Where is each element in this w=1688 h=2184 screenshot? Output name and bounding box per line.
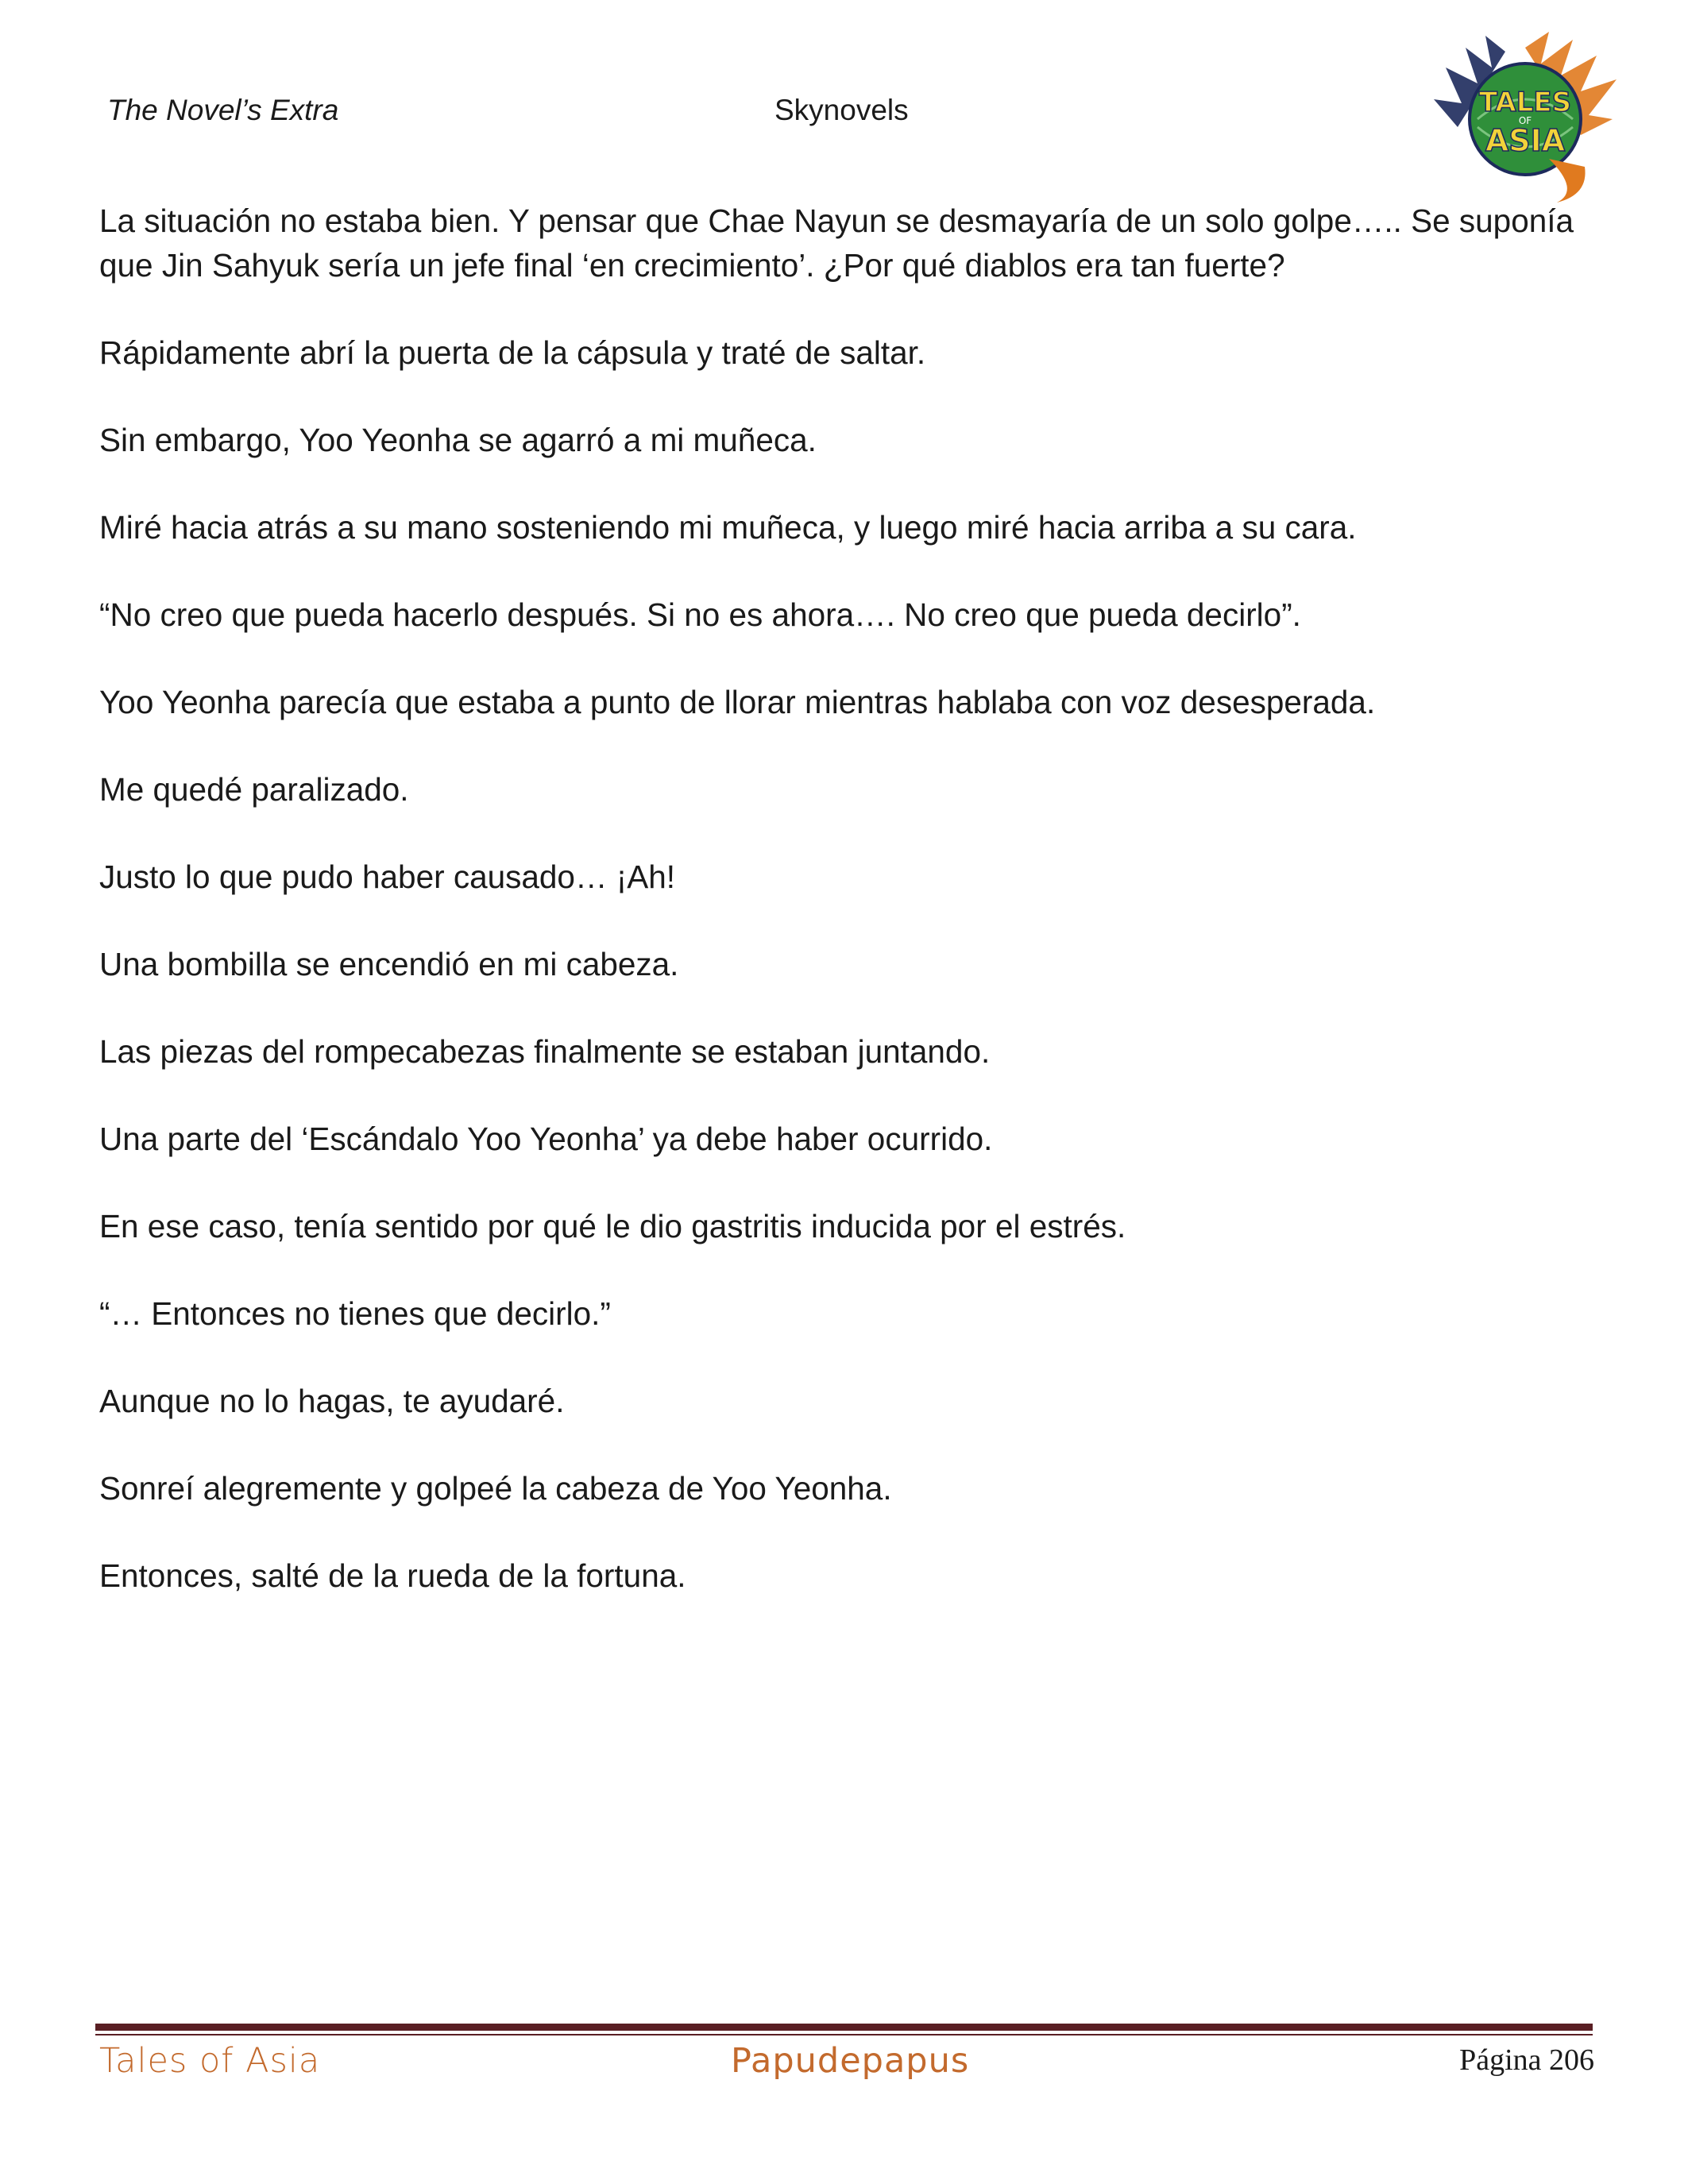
logo-text-small: OF (1518, 115, 1532, 126)
tales-of-asia-logo (1430, 32, 1620, 206)
footer-translator: Papudepapus (731, 2041, 970, 2081)
paragraph: Las piezas del rompecabezas finalmente se estaban juntando. (99, 1033, 991, 1070)
paragraph: Una bombilla se encendió en mi cabeza. (99, 946, 679, 982)
page-number: Página 206 (1459, 2043, 1594, 2077)
footer-publisher: Tales of Asia (99, 2041, 321, 2081)
site-name: Skynovels (774, 94, 909, 126)
paragraph: En ese caso, tenía sentido por qué le dio gastritis inducida por el estrés. (99, 1208, 1126, 1244)
paragraph: Justo lo que pudo haber causado… ¡Ah! (99, 859, 675, 895)
paragraph: “… Entonces no tienes que decirlo.” (99, 1295, 611, 1332)
paragraph: “No creo que pueda hacerlo después. Si no es ahora…. No creo que pueda decirlo”. (99, 596, 1301, 633)
footer-divider-thin (95, 2034, 1593, 2035)
chapter-body (99, 199, 1585, 1641)
footer-divider-thick (95, 2024, 1593, 2031)
logo-text-top: TALES (1478, 87, 1572, 118)
paragraph: Me quedé paralizado. (99, 771, 409, 808)
paragraph: La situación no estaba bien. Y pensar que Chae Nayun se desmayaría de un solo golpe….. Se suponía que Jin Sahyuk sería un jefe final ‘en crecimiento’. ¿Por qué diablos era tan fuerte? (99, 203, 1574, 284)
paragraph: Aunque no lo hagas, te ayudaré. (99, 1383, 565, 1419)
paragraph: Miré hacia atrás a su mano sosteniendo mi muñeca, y luego miré hacia arriba a su cara. (99, 509, 1357, 546)
paragraph: Sonreí alegremente y golpeé la cabeza de Yoo Yeonha. (99, 1470, 892, 1507)
paragraph: Yoo Yeonha parecía que estaba a punto de llorar mientras hablaba con voz desesperada. (99, 684, 1376, 720)
paragraph: Rápidamente abrí la puerta de la cápsula y traté de saltar. (99, 334, 926, 371)
paragraph: Entonces, salté de la rueda de la fortuna. (99, 1557, 686, 1594)
paragraph: Una parte del ‘Escándalo Yoo Yeonha’ ya debe haber ocurrido. (99, 1121, 993, 1157)
paragraph: Sin embargo, Yoo Yeonha se agarró a mi muñeca. (99, 422, 817, 458)
book-title: The Novel’s Extra (107, 94, 339, 126)
logo-text-bottom: ASIA (1485, 123, 1566, 158)
